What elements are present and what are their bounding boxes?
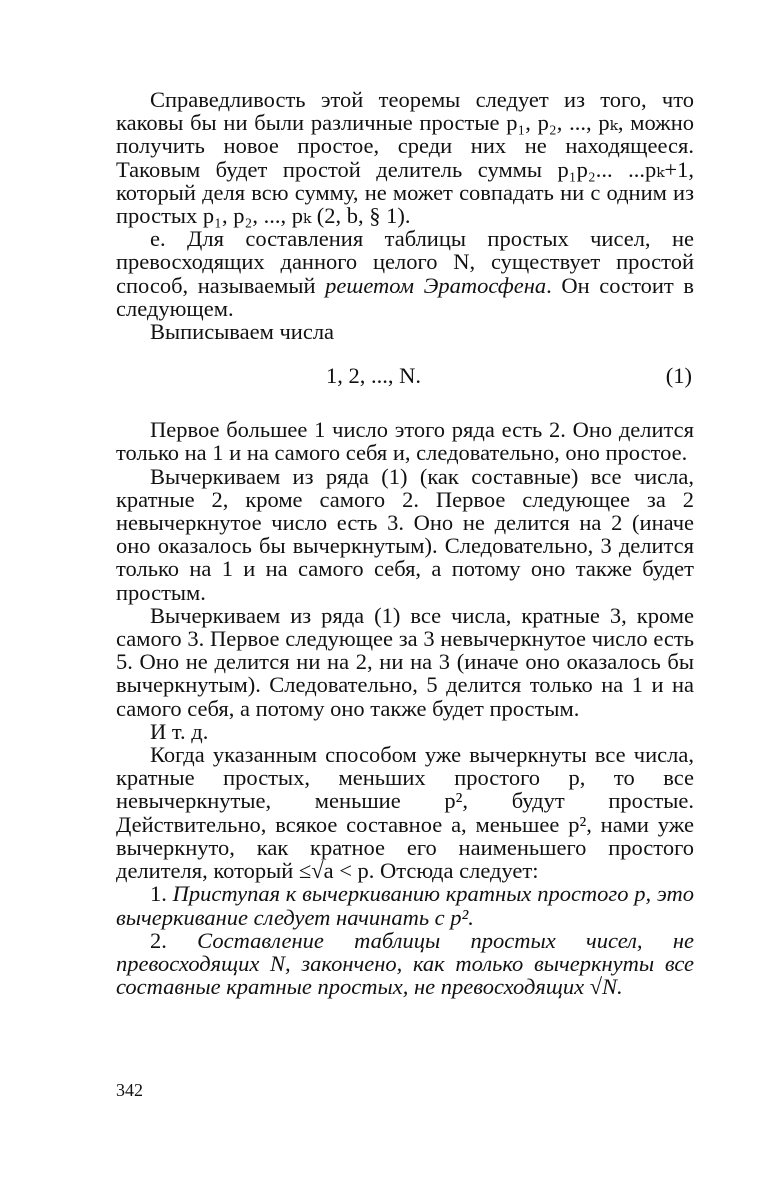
paragraph-first-prime: Первое большее 1 число этого ряда есть 2. Оно делится только на 1 и на самого себя и, следовательно, оно простое. (116, 417, 694, 466)
sieve-term: решетом Эратосфена (325, 272, 547, 298)
paragraph-write-numbers: Выписываем числа (150, 319, 335, 345)
sieve-intro-start: е. Для составления таблицы простых чисел, не превосходящих данного целого N, существует простой способ, называемый (116, 226, 694, 298)
rule-2-number: 2. (150, 927, 198, 953)
formula-line (116, 360, 694, 390)
paragraph-cross-out-3: Вычеркиваем из ряда (1) все числа, кратные 3, кроме самого 3. Первое следующее за 3 невычеркнутое число есть 5. Оно не делится ни на 2, ни на 3 (иначе оно оказалось бы вычеркнутым). Следовательно, 5 делится только на 1 и на самого себя, а потому оно также будет простым. (116, 602, 694, 721)
rule-1-number: 1. (150, 881, 173, 907)
paragraph-sieve-intro (116, 227, 694, 320)
page-body (116, 88, 694, 998)
paragraph-sieve-reasoning: Когда указанным способом уже вычеркнуты все числа, кратные простых, меньших простого p, то все невычеркнутые, меньшие p², будут простые. Действительно, всякое составное a, меньшее p², нами уже вычеркнуто, как кратное его наименьшего простого делителя, который ≤√a < p. Отсюда следует: (116, 742, 694, 884)
page-number: 342 (116, 1080, 143, 1100)
rule-1-text: Приступая к вычеркиванию кратных простого p, это вычеркивание следует начинать с p². (116, 881, 694, 930)
formula-number: (1) (665, 363, 692, 389)
paragraph-etc: И т. д. (150, 718, 209, 744)
formula-expression: 1, 2, ..., N. (326, 363, 421, 389)
sieve-intro-end: . Он состоит в следующем. (116, 272, 694, 321)
rule-1 (116, 882, 694, 928)
rule-2 (116, 929, 694, 999)
paragraph-cross-out-2: Вычеркиваем из ряда (1) (как составные) все числа, кратные 2, кроме самого 2. Первое следующее за 2 невычеркнутое число есть 3. Оно не делится на 2 (иначе оно оказалось бы вычеркнутым). Следовательно, 3 делится только на 1 и на самого себя, а потому оно также будет простым. (116, 463, 694, 605)
paragraph-theorem-proof: Справедливость этой теоремы следует из того, что каковы бы ни были различные простые p₁, p₂, ..., pₖ, можно получить новое простое, среди них не находящееся. Таковым будет простой делитель суммы p₁p₂... ...pₖ+1, который деля всю сумму, не может совпадать ни с одним из простых p₁, p₂, ..., pₖ (2, b, § 1). (116, 87, 694, 229)
rule-2-text: Составление таблицы простых чисел, не превосходящих N, закончено, как только вычеркнуты все составные кратные простых, не превосходящих √N. (116, 927, 695, 1000)
